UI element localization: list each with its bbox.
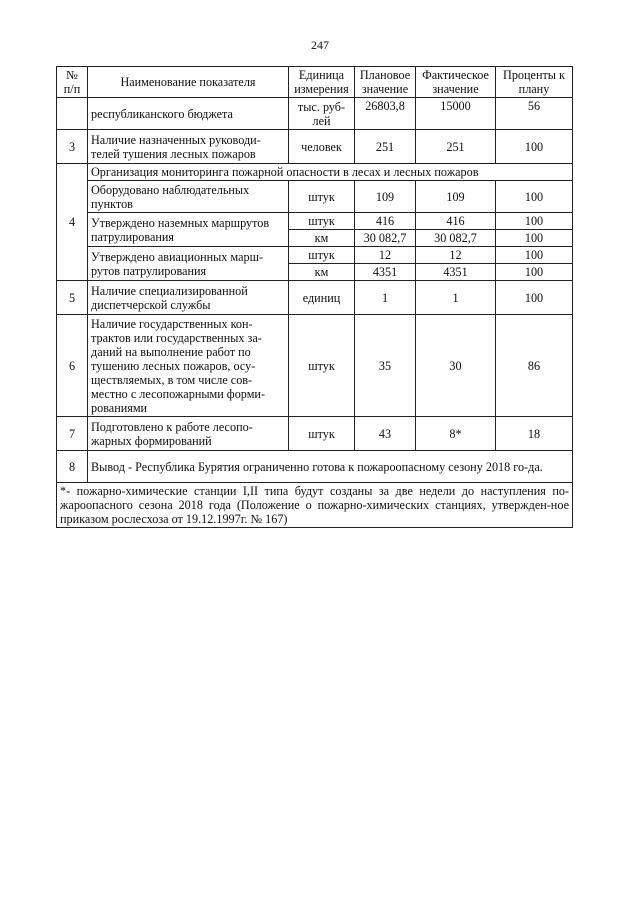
row-fact: 30 xyxy=(416,315,496,417)
row-plan: 30 082,7 xyxy=(355,230,416,247)
row-fact: 251 xyxy=(416,130,496,164)
row-num-empty xyxy=(57,98,88,130)
row-percent: 18 xyxy=(496,417,573,451)
table-row xyxy=(57,417,573,451)
page-number: 247 xyxy=(311,38,329,52)
footnote-row xyxy=(57,483,573,528)
table-row xyxy=(57,247,573,264)
row-plan: 109 xyxy=(355,181,416,213)
row-fact: 15000 xyxy=(416,98,496,130)
footnote: *- пожарно-химические станции I,II типа будут созданы за две недели до наступления по-жароопасного сезона 2018 года (Положение о пожарно-химических станциях, утвержден-ное приказом рослесхоза от 19.12.1997г. № 167) xyxy=(57,483,573,528)
header-plan: Плановое значение xyxy=(355,67,416,98)
row-plan: 26803,8 xyxy=(355,98,416,130)
row-percent: 100 xyxy=(496,213,573,230)
header-unit: Единица измерения xyxy=(289,67,355,98)
row-fact: 8* xyxy=(416,417,496,451)
row-num: 6 xyxy=(57,315,88,417)
row-percent: 100 xyxy=(496,130,573,164)
row-name: Утверждено наземных маршрутов патрулирования xyxy=(88,213,289,247)
row-name: Наличие специализированной диспетчерской службы xyxy=(88,281,289,315)
row-percent: 100 xyxy=(496,281,573,315)
table-row xyxy=(57,315,573,417)
row-percent: 56 xyxy=(496,98,573,130)
row-unit: км xyxy=(289,230,355,247)
row-fact: 4351 xyxy=(416,264,496,281)
row-plan: 251 xyxy=(355,130,416,164)
row-num: 4 xyxy=(57,164,88,281)
table-row xyxy=(57,181,573,213)
row-unit: штук xyxy=(289,417,355,451)
section-title: Организация мониторинга пожарной опасности в лесах и лесных пожаров xyxy=(88,164,573,181)
row-num: 7 xyxy=(57,417,88,451)
table-row xyxy=(57,213,573,230)
conclusion-text: Вывод - Республика Бурятия ограниченно готова к пожароопасному сезону 2018 го-да. xyxy=(88,451,573,483)
row-plan: 43 xyxy=(355,417,416,451)
row-plan: 35 xyxy=(355,315,416,417)
row-unit: человек xyxy=(289,130,355,164)
row-unit: штук xyxy=(289,247,355,264)
table-header-row xyxy=(57,67,573,98)
row-num: 8 xyxy=(57,451,88,483)
header-percent: Проценты к плану xyxy=(496,67,573,98)
row-name: республиканского бюджета xyxy=(88,98,289,130)
row-unit: штук xyxy=(289,181,355,213)
row-unit: единиц xyxy=(289,281,355,315)
row-fact: 1 xyxy=(416,281,496,315)
row-name: Утверждено авиационных марш-рутов патрулирования xyxy=(88,247,289,281)
forest-fire-readiness-table xyxy=(56,66,573,528)
section-row xyxy=(57,164,573,181)
header-name: Наименование показателя xyxy=(88,67,289,98)
row-percent: 100 xyxy=(496,230,573,247)
row-percent: 100 xyxy=(496,247,573,264)
row-percent: 100 xyxy=(496,181,573,213)
row-unit: штук xyxy=(289,315,355,417)
row-num: 5 xyxy=(57,281,88,315)
row-unit: штук xyxy=(289,213,355,230)
row-name: Наличие назначенных руководи-телей тушения лесных пожаров xyxy=(88,130,289,164)
row-name: Подготовлено к работе лесопо-жарных формирований xyxy=(88,417,289,451)
row-plan: 1 xyxy=(355,281,416,315)
row-fact: 109 xyxy=(416,181,496,213)
row-unit: тыс. руб-лей xyxy=(289,98,355,130)
row-num: 3 xyxy=(57,130,88,164)
table-row xyxy=(57,281,573,315)
row-percent: 86 xyxy=(496,315,573,417)
conclusion-row xyxy=(57,451,573,483)
row-plan: 12 xyxy=(355,247,416,264)
row-name: Оборудовано наблюдательных пунктов xyxy=(88,181,289,213)
table-row xyxy=(57,130,573,164)
row-fact: 30 082,7 xyxy=(416,230,496,247)
row-unit: км xyxy=(289,264,355,281)
header-fact: Фактическое значение xyxy=(416,67,496,98)
table-row xyxy=(57,98,573,130)
row-fact: 12 xyxy=(416,247,496,264)
row-name: Наличие государственных кон-трактов или государственных за-даний на выполнение работ по тушению лесных пожаров, осу-ществляемых, в том числе сов-местно с лесопожарными форми-рованиями xyxy=(88,315,289,417)
header-num: № п/п xyxy=(57,67,88,98)
row-fact: 416 xyxy=(416,213,496,230)
row-plan: 4351 xyxy=(355,264,416,281)
row-plan: 416 xyxy=(355,213,416,230)
row-percent: 100 xyxy=(496,264,573,281)
